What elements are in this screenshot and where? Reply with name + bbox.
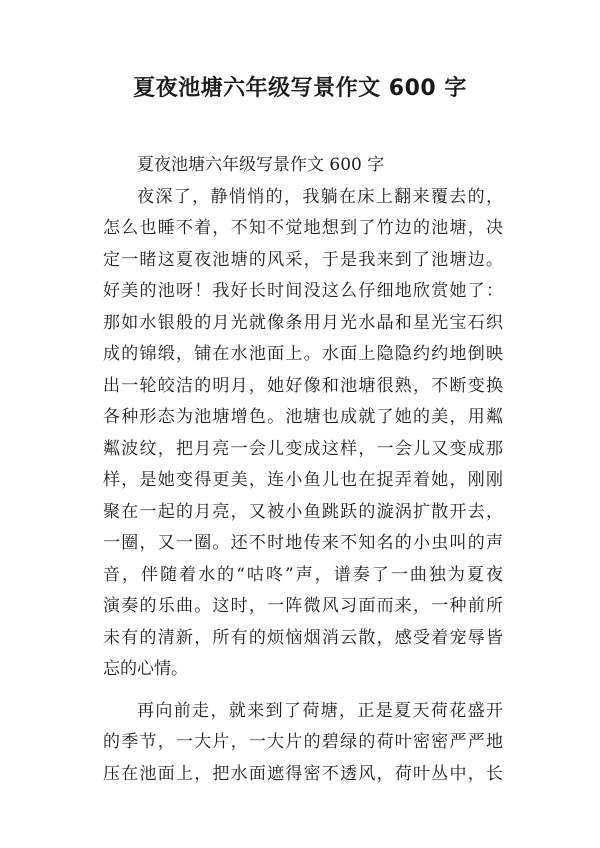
document-body	[103, 150, 503, 790]
text-line: 各种形态为池塘增色。池塘也成就了她的美，用粼	[103, 407, 503, 427]
text-line: 未有的清新，所有的烦恼烟消云散，感受着宠辱皆	[103, 627, 503, 648]
text-line: 压在池面上，把水面遮得密不透风，荷叶丛中，长	[103, 763, 503, 784]
text-line: 演奏的乐曲。这时，一阵微风习面而来，一种前所	[103, 596, 503, 616]
text-line: 忘的心情。	[103, 659, 188, 679]
document-title: 夏夜池塘六年级写景作文 600 字	[133, 76, 467, 101]
text-line: 一圈，又一圈。还不时地传来不知名的小虫叫的声	[103, 533, 503, 553]
text-line: 聚在一起的月亮，又被小鱼跳跃的漩涡扩散开去，	[103, 501, 503, 522]
text-line: 夜深了，静悄悄的，我躺在床上翻来覆去的，	[137, 186, 503, 207]
text-line: 定一睹这夏夜池塘的风采，于是我来到了池塘边。	[103, 249, 503, 270]
text-line: 粼波纹，把月亮一会儿变成这样，一会儿又变成那	[103, 438, 503, 459]
text-line: 再向前走，就来到了荷塘，正是夏天荷花盛开	[137, 700, 503, 721]
document-subtitle: 夏夜池塘六年级写景作文 600 字	[137, 155, 385, 175]
text-line: 那如水银般的月光就像条用月光水晶和星光宝石织	[103, 312, 503, 333]
text-line: 好美的池呀！我好长时间没这么仔细地欣赏她了：	[103, 281, 503, 301]
text-line: 的季节，一大片，一大片的碧绿的荷叶密密严严地	[103, 732, 503, 752]
paragraph-gap	[103, 686, 503, 696]
text-line: 出一轮皎洁的明月，她好像和池塘很熟，不断变换	[103, 375, 503, 396]
paragraph-1	[103, 182, 503, 686]
text-line: 成的锦缎，铺在水池面上。水面上隐隐约约地倒映	[103, 344, 503, 364]
paragraph-2	[103, 696, 503, 791]
text-line: 音，伴随着水的“咕咚”声，谱奏了一曲独为夏夜	[103, 564, 503, 585]
text-line: 样，是她变得更美，连小鱼儿也在捉弄着她，刚刚	[103, 470, 503, 490]
text-line: 怎么也睡不着，不知不觉地想到了竹边的池塘，决	[103, 218, 503, 238]
